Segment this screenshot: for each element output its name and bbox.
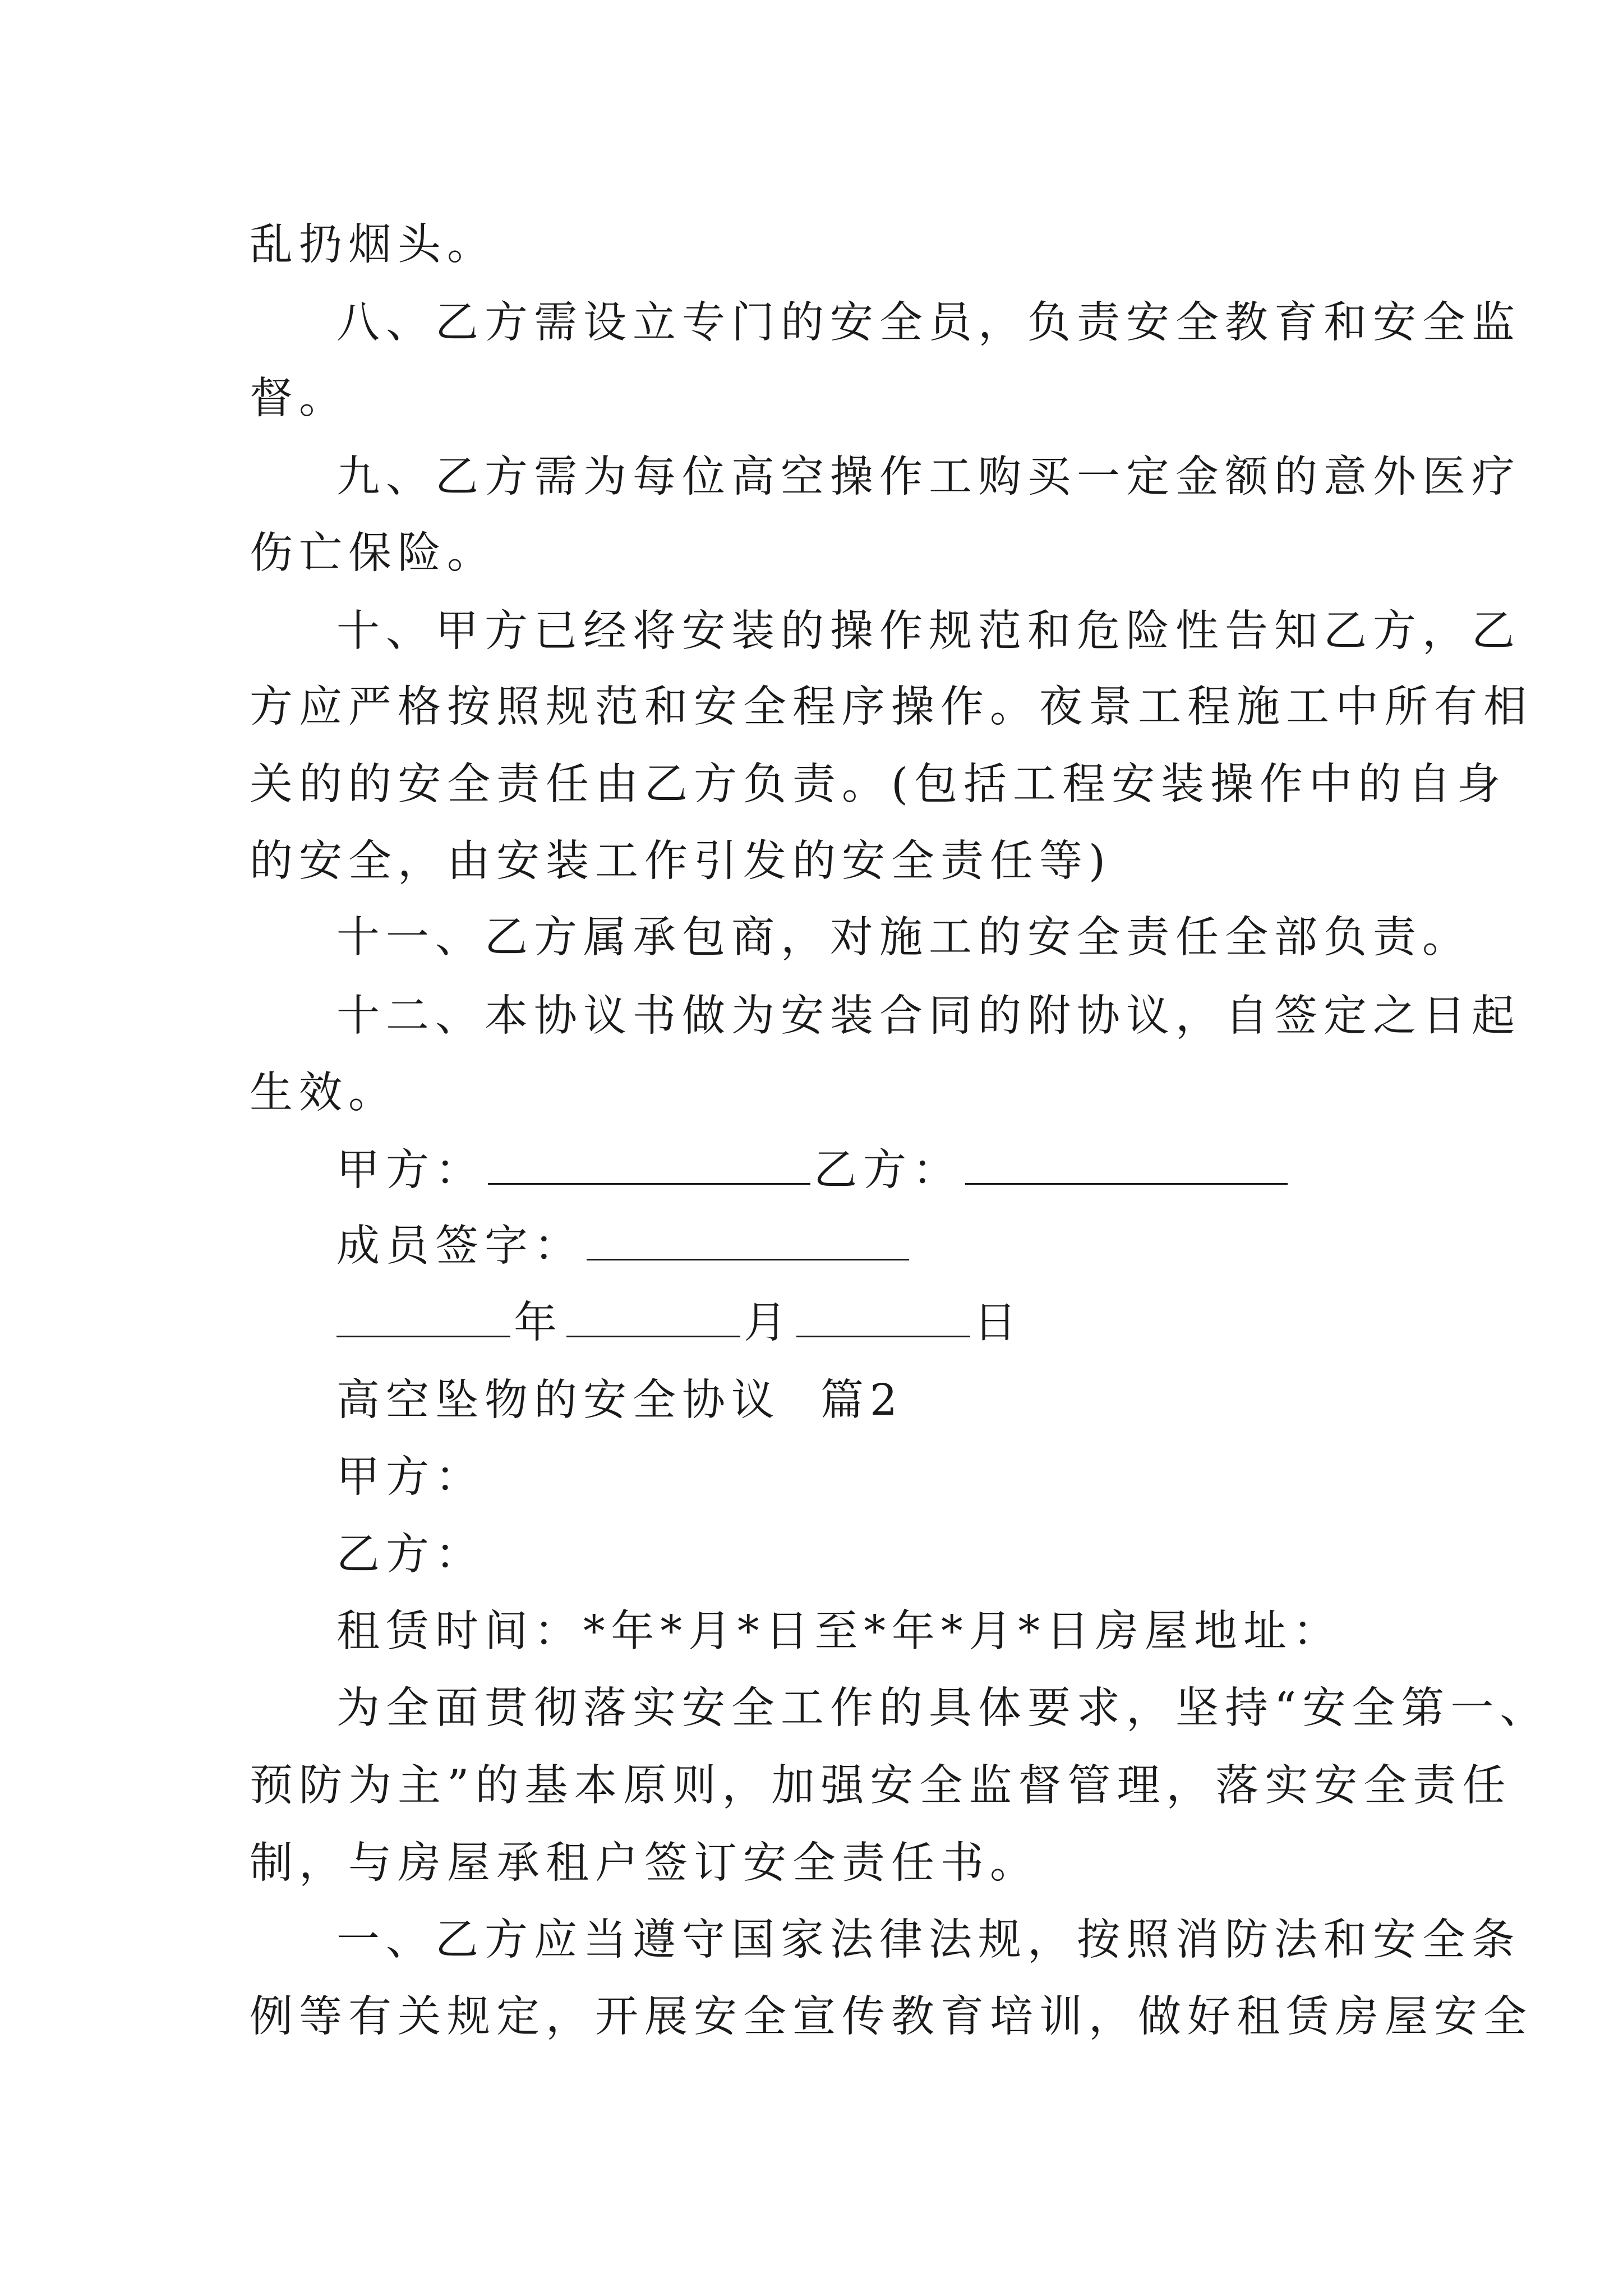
clause-9-line-1: 九、乙方需为每位高空操作工购买一定金额的意外医疗 [336,452,1521,502]
item-1-line-1: 一、乙方应当遵守国家法律法规，按照消防法和安全条 [336,1915,1521,1965]
intro-line-1: 为全面贯彻落实安全工作的具体要求，坚持“安全第一、 [336,1683,1550,1733]
date-row [336,1298,1481,1348]
clause-12-line-2: 生效。 [250,1068,398,1118]
clause-10-line-2: 方应严格按照规范和安全程序操作。夜景工程施工中所有相 [250,682,1533,732]
member-signature-label: 成员签字： [336,1221,583,1271]
clause-12-line-1: 十二、本协议书做为安装合同的附协议，自签定之日起 [336,991,1521,1041]
signature-parties-row [336,1145,1481,1195]
lease-period-line: 租赁时间：*年*月*日至*年*月*日房屋地址： [336,1607,1342,1657]
section-2-title: 高空坠物的安全协议 篇2 [336,1375,903,1425]
year-label: 年 [514,1298,563,1348]
party-b-label: 乙方： [814,1145,962,1195]
party-a-label: 甲方： [336,1145,485,1195]
party-a-blank[interactable] [488,1149,810,1185]
intro-line-3: 制，与房屋承租户签订安全责任书。 [250,1838,1039,1888]
section-2-party-b: 乙方： [336,1530,485,1580]
day-label: 日 [974,1298,1023,1348]
item-1-line-2: 例等有关规定，开展安全宣传教育培训，做好租赁房屋安全 [250,1992,1533,2042]
clause-11-line-1: 十一、乙方属承包商，对施工的安全责任全部负责。 [336,913,1472,963]
year-blank[interactable] [336,1302,510,1337]
member-signature-row [336,1221,1481,1271]
member-signature-blank[interactable] [587,1225,909,1260]
day-blank[interactable] [796,1302,970,1337]
month-label: 月 [744,1298,793,1348]
clause-8-line-2: 督。 [250,374,348,424]
party-b-blank[interactable] [965,1149,1288,1185]
paragraph-line: 乱扔烟头。 [250,220,496,270]
clause-10-line-1: 十、甲方已经将安装的操作规范和危险性告知乙方，乙 [336,606,1521,656]
section-2-party-a: 甲方： [336,1452,485,1502]
intro-line-2: 预防为主”的基本原则，加强安全监督管理，落实安全责任 [250,1761,1512,1811]
month-blank[interactable] [566,1302,740,1337]
clause-10-line-4: 的安全，由安装工作引发的安全责任等) [250,836,1112,886]
clause-8-line-1: 八、乙方需设立专门的安全员，负责安全教育和安全监 [336,298,1521,348]
clause-9-line-2: 伤亡保险。 [250,528,496,578]
clause-10-line-3: 关的的安全责任由乙方负责。(包括工程安装操作中的自身 [250,760,1507,809]
